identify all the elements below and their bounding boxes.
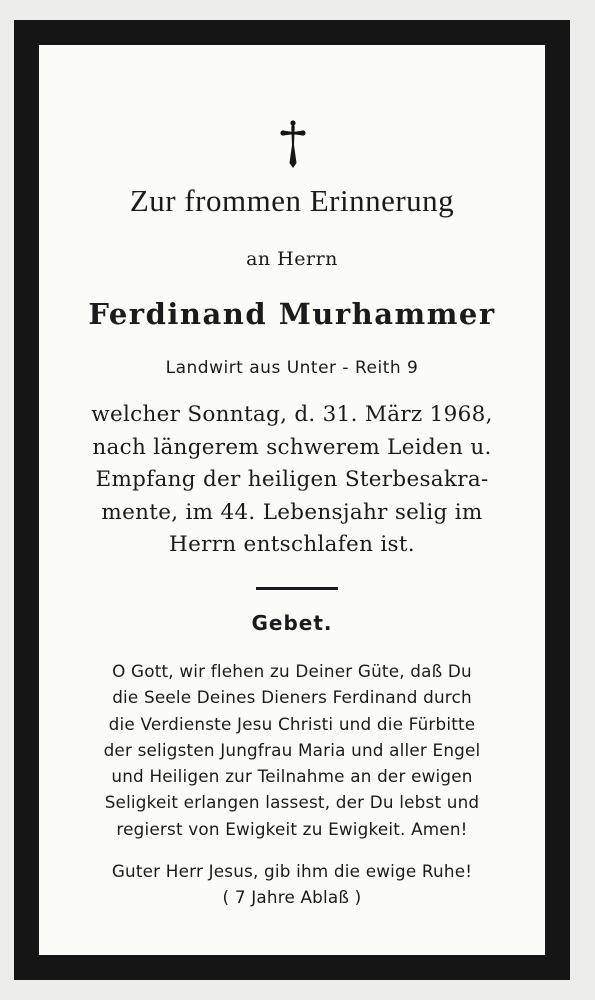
divider (256, 587, 338, 590)
salutation: an Herrn (246, 248, 338, 270)
notice-line: mente, im 44. Lebensjahr selig im (101, 499, 483, 525)
indulgence-note: ( 7 Jahre Ablaß ) (222, 887, 362, 907)
card-title: Zur frommen Erinnerung (129, 183, 455, 218)
prayer-line: die Verdienste Jesu Christi und die Fürbitte (108, 713, 476, 734)
memorial-card (14, 20, 570, 980)
notice-line: nach längerem schwerem Leiden u. (92, 434, 492, 460)
death-notice (79, 399, 505, 562)
deceased-name: Ferdinand Murhammer (88, 297, 496, 331)
prayer-line: regierst von Ewigkeit zu Ewigkeit. Amen! (116, 818, 468, 839)
cross-icon (280, 119, 306, 169)
occupation-line: Landwirt aus Unter - Reith 9 (165, 358, 419, 378)
prayer-line: und Heiligen zur Teilnahme an der ewigen (111, 766, 473, 787)
closing-block (63, 858, 521, 910)
prayer-line: die Seele Deines Dieners Ferdinand durch (112, 687, 472, 708)
prayer-line: O Gott, wir flehen zu Deiner Güte, daß Du (112, 661, 472, 681)
notice-line: welcher Sonntag, d. 31. März 1968, (91, 402, 493, 427)
prayer-text (63, 658, 521, 842)
prayer-line: der seligsten Jungfrau Maria und aller Engel (103, 739, 481, 760)
card-paper (39, 45, 545, 955)
closing-prayer: Guter Herr Jesus, gib ihm die ewige Ruhe! (111, 861, 473, 881)
notice-line: Empfang der heiligen Sterbesakra- (95, 467, 489, 492)
prayer-heading: Gebet. (251, 611, 333, 635)
prayer-line: Seligkeit erlangen lassest, der Du lebst und (104, 792, 480, 813)
notice-line: Herrn entschlafen ist. (169, 532, 415, 557)
